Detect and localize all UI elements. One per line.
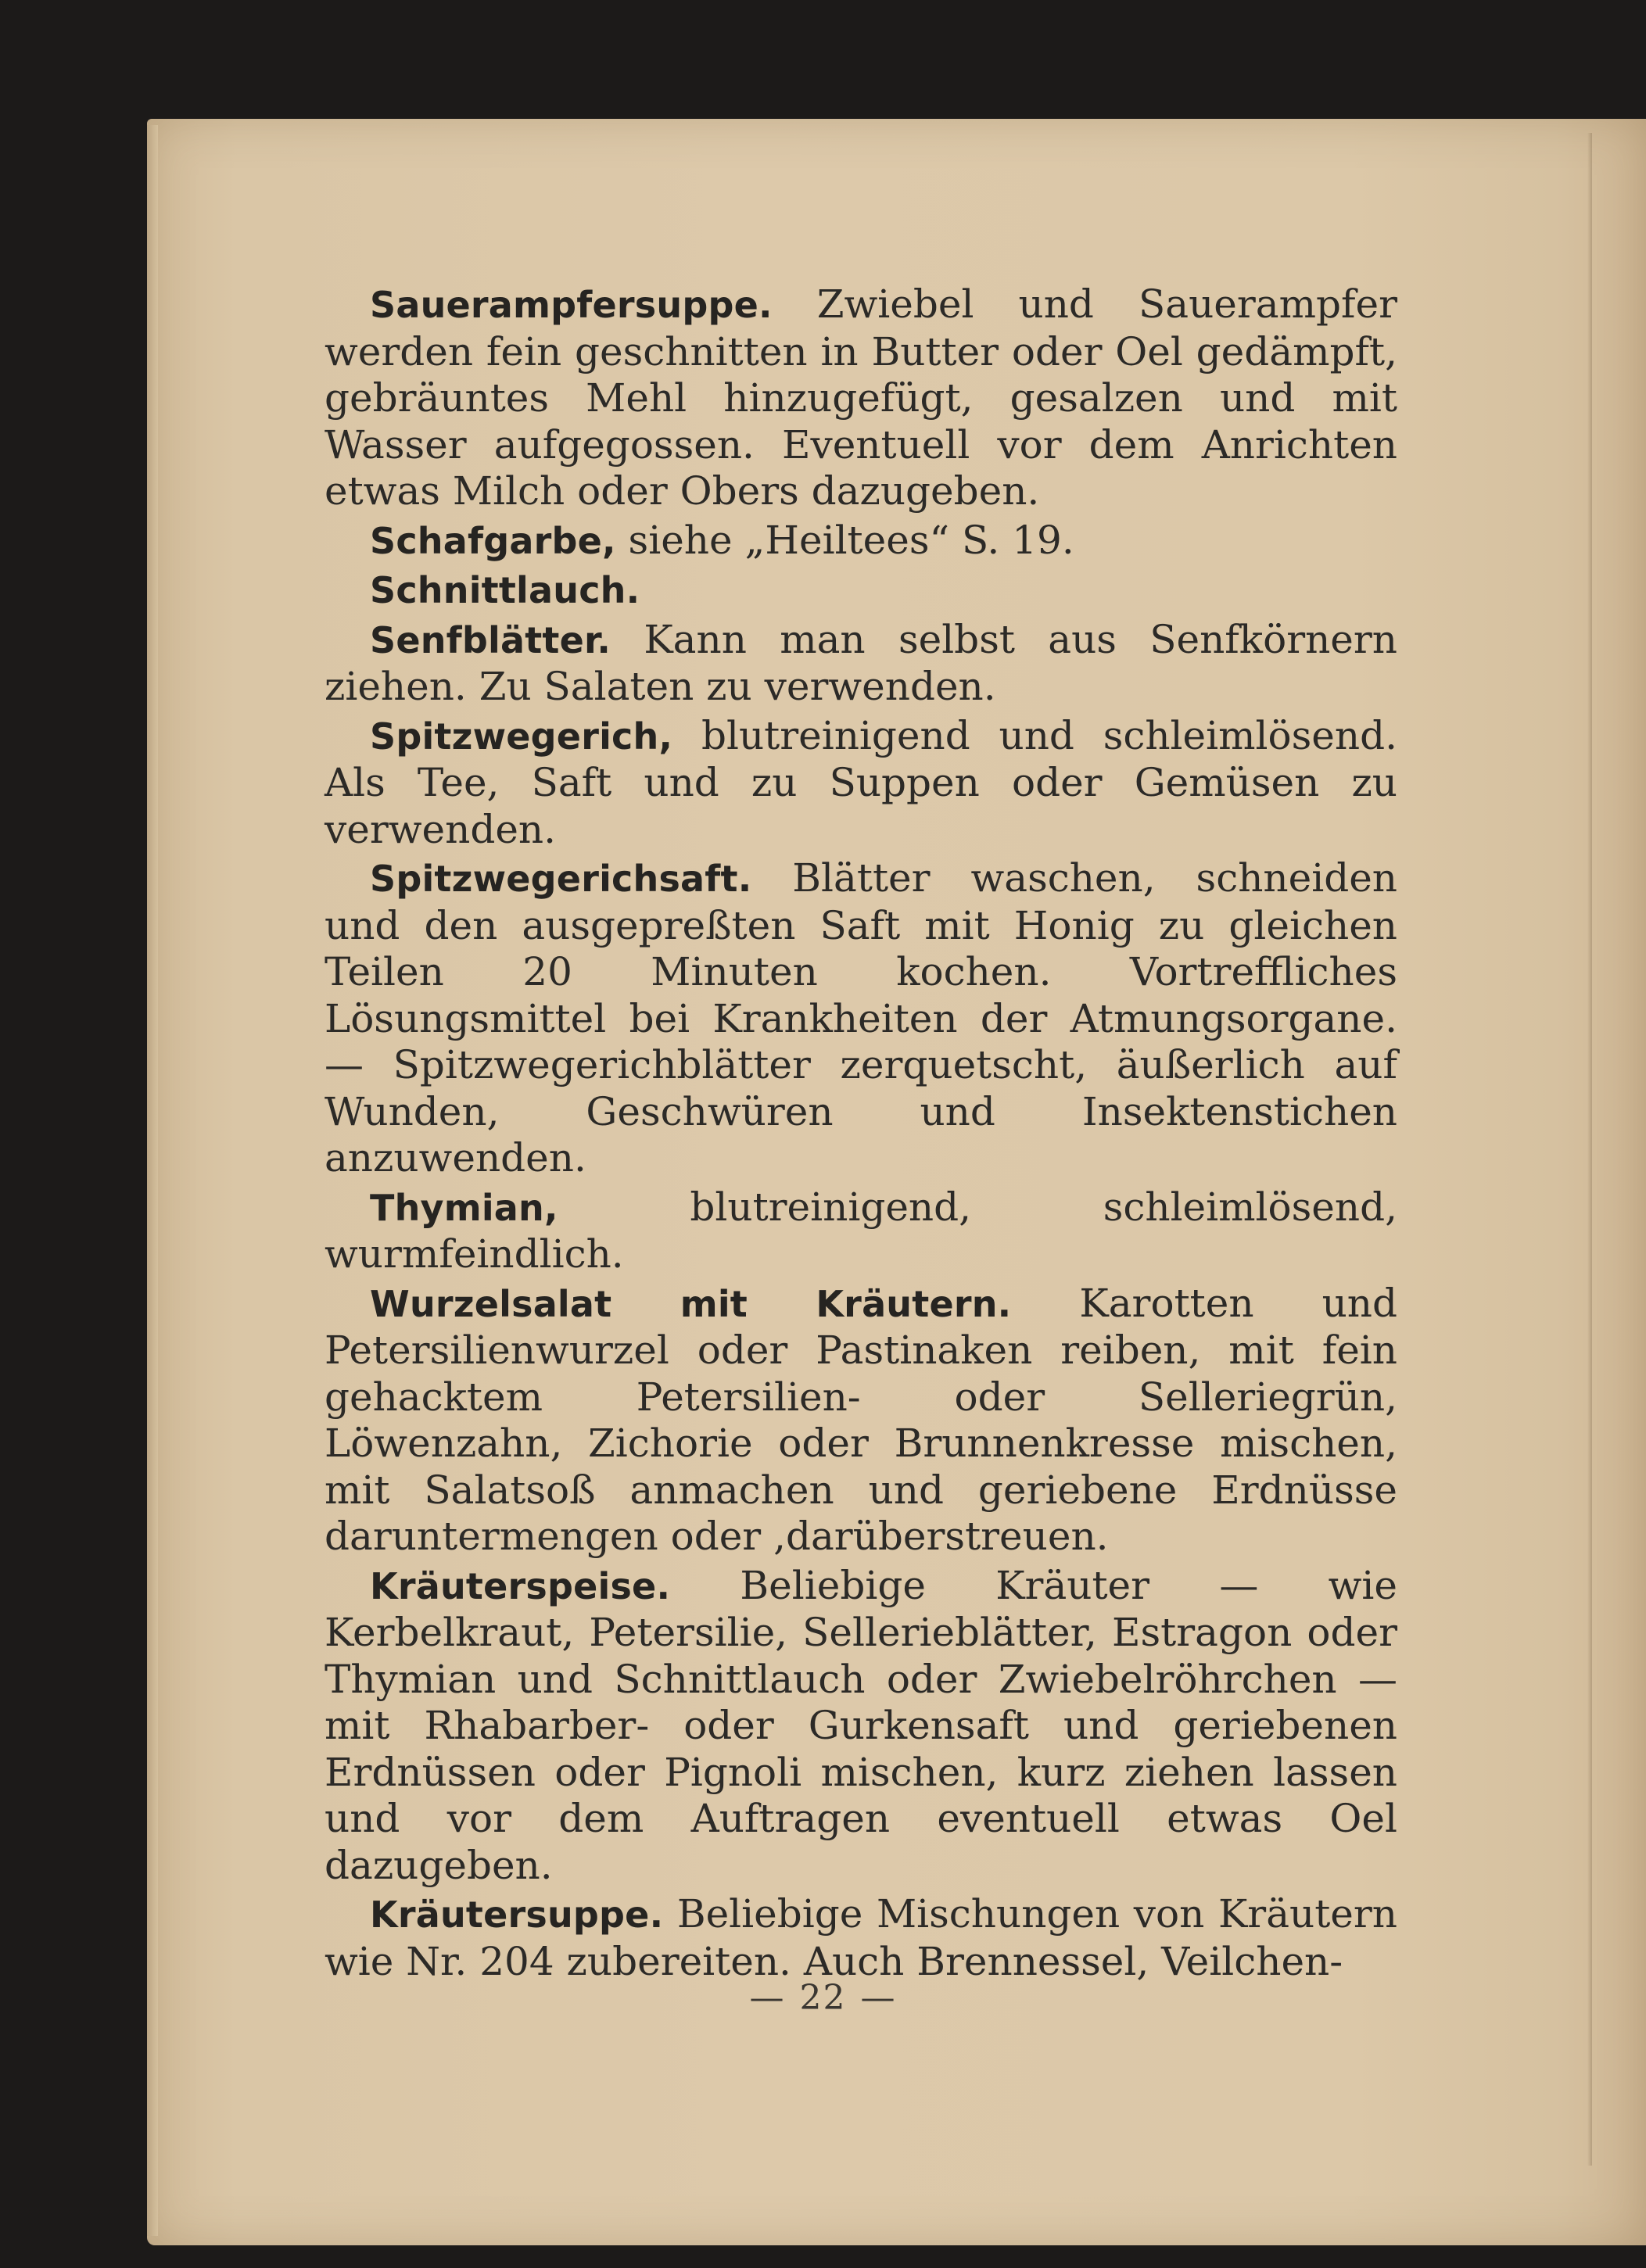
entry-body: Zwiebel und Sauerampfer werden fein geschnitten in Butter oder Oel gedämpft, gebräuntes Mehl hinzugefügt, gesalzen und mit Wasser aufgegossen. Eventuell vor dem Anrichten etwas Milch oder Obers dazugeben.: [325, 281, 1397, 514]
entry-wurzelsalat: [325, 1281, 1397, 1560]
folio-dash-left: —: [749, 1978, 786, 2018]
recipe-text-block: [325, 281, 1397, 1987]
page-number: [0, 1978, 1646, 2018]
entry-kraeuterspeise: [325, 1563, 1397, 1890]
entry-body: blutreinigend, schleimlösend, wurmfeindlich.: [325, 1184, 1397, 1277]
entry-senfblaetter: [325, 617, 1397, 711]
entry-heading: Spitzwegerich,: [370, 715, 673, 758]
entry-heading: Sauerampfersuppe.: [370, 284, 773, 326]
entry-heading: Senfblätter.: [370, 618, 611, 661]
entry-body: siehe „Heiltees“ S. 19.: [615, 517, 1074, 563]
entry-sauerampfersuppe: [325, 281, 1397, 515]
entry-spitzwegerich: [325, 713, 1397, 854]
entry-body: Karotten und Petersilienwurzel oder Pastinaken reiben, mit fein gehacktem Petersilien- oder Selleriegrün, Löwenzahn, Zichorie oder Brunnenkresse mischen, mit Salatsoß anmachen und geriebene Erdnüsse daruntermengen oder ,darüberstreuen.: [325, 1280, 1397, 1559]
entry-body: blutreinigend und schleimlösend. Als Tee, Saft und zu Suppen oder Gemüsen zu verwenden.: [325, 712, 1397, 852]
entry-heading: Wurzelsalat mit Kräutern.: [370, 1282, 1012, 1325]
entry-heading: Schafgarbe,: [370, 519, 616, 562]
entry-heading: Schnittlauch.: [370, 569, 640, 611]
entry-heading: Spitzwegerichsaft.: [370, 858, 752, 900]
entry-body: Beliebige Kräuter — wie Kerbelkraut, Petersilie, Sellerieblätter, Estragon oder Thymian und Schnittlauch oder Zwiebelröhrchen — mit Rhabarber- oder Gurkensaft und geriebenen Erdnüssen oder Pignoli mischen, kurz ziehen lassen und vor dem Auftragen eventuell etwas Oel dazugeben.: [325, 1562, 1397, 1888]
page-fore-edge-shadow: [1587, 133, 1592, 2166]
entry-heading: Thymian,: [370, 1186, 558, 1229]
entry-schafgarbe: [325, 518, 1397, 565]
folio-number: 22: [799, 1978, 847, 2018]
entry-heading: Kräuterspeise.: [370, 1564, 671, 1607]
entry-kraeutersuppe: [325, 1891, 1397, 1985]
entry-heading: Kräutersuppe.: [370, 1894, 664, 1936]
entry-thymian: [325, 1184, 1397, 1278]
folio-dash-right: —: [860, 1978, 897, 2018]
page-binding-edge: [147, 125, 158, 2236]
entry-body: Beliebige Mischungen von Kräutern wie Nr. 204 zubereiten. Auch Brennessel, Veilchen-: [325, 1891, 1397, 1984]
entry-body: Blätter waschen, schneiden und den ausgepreßten Saft mit Honig zu gleichen Teilen 20 Minuten kochen. Vortreffliches Lösungsmittel bei Krankheiten der Atmungsorgane. — Spitzwegerichblätter zerquetscht, äußerlich auf Wunden, Geschwüren und Insektenstichen anzuwenden.: [325, 855, 1397, 1181]
entry-body: Kann man selbst aus Senfkörnern ziehen. Zu Salaten zu verwenden.: [325, 616, 1397, 709]
entry-spitzwegerichsaft: [325, 855, 1397, 1182]
entry-schnittlauch: [325, 567, 1397, 614]
